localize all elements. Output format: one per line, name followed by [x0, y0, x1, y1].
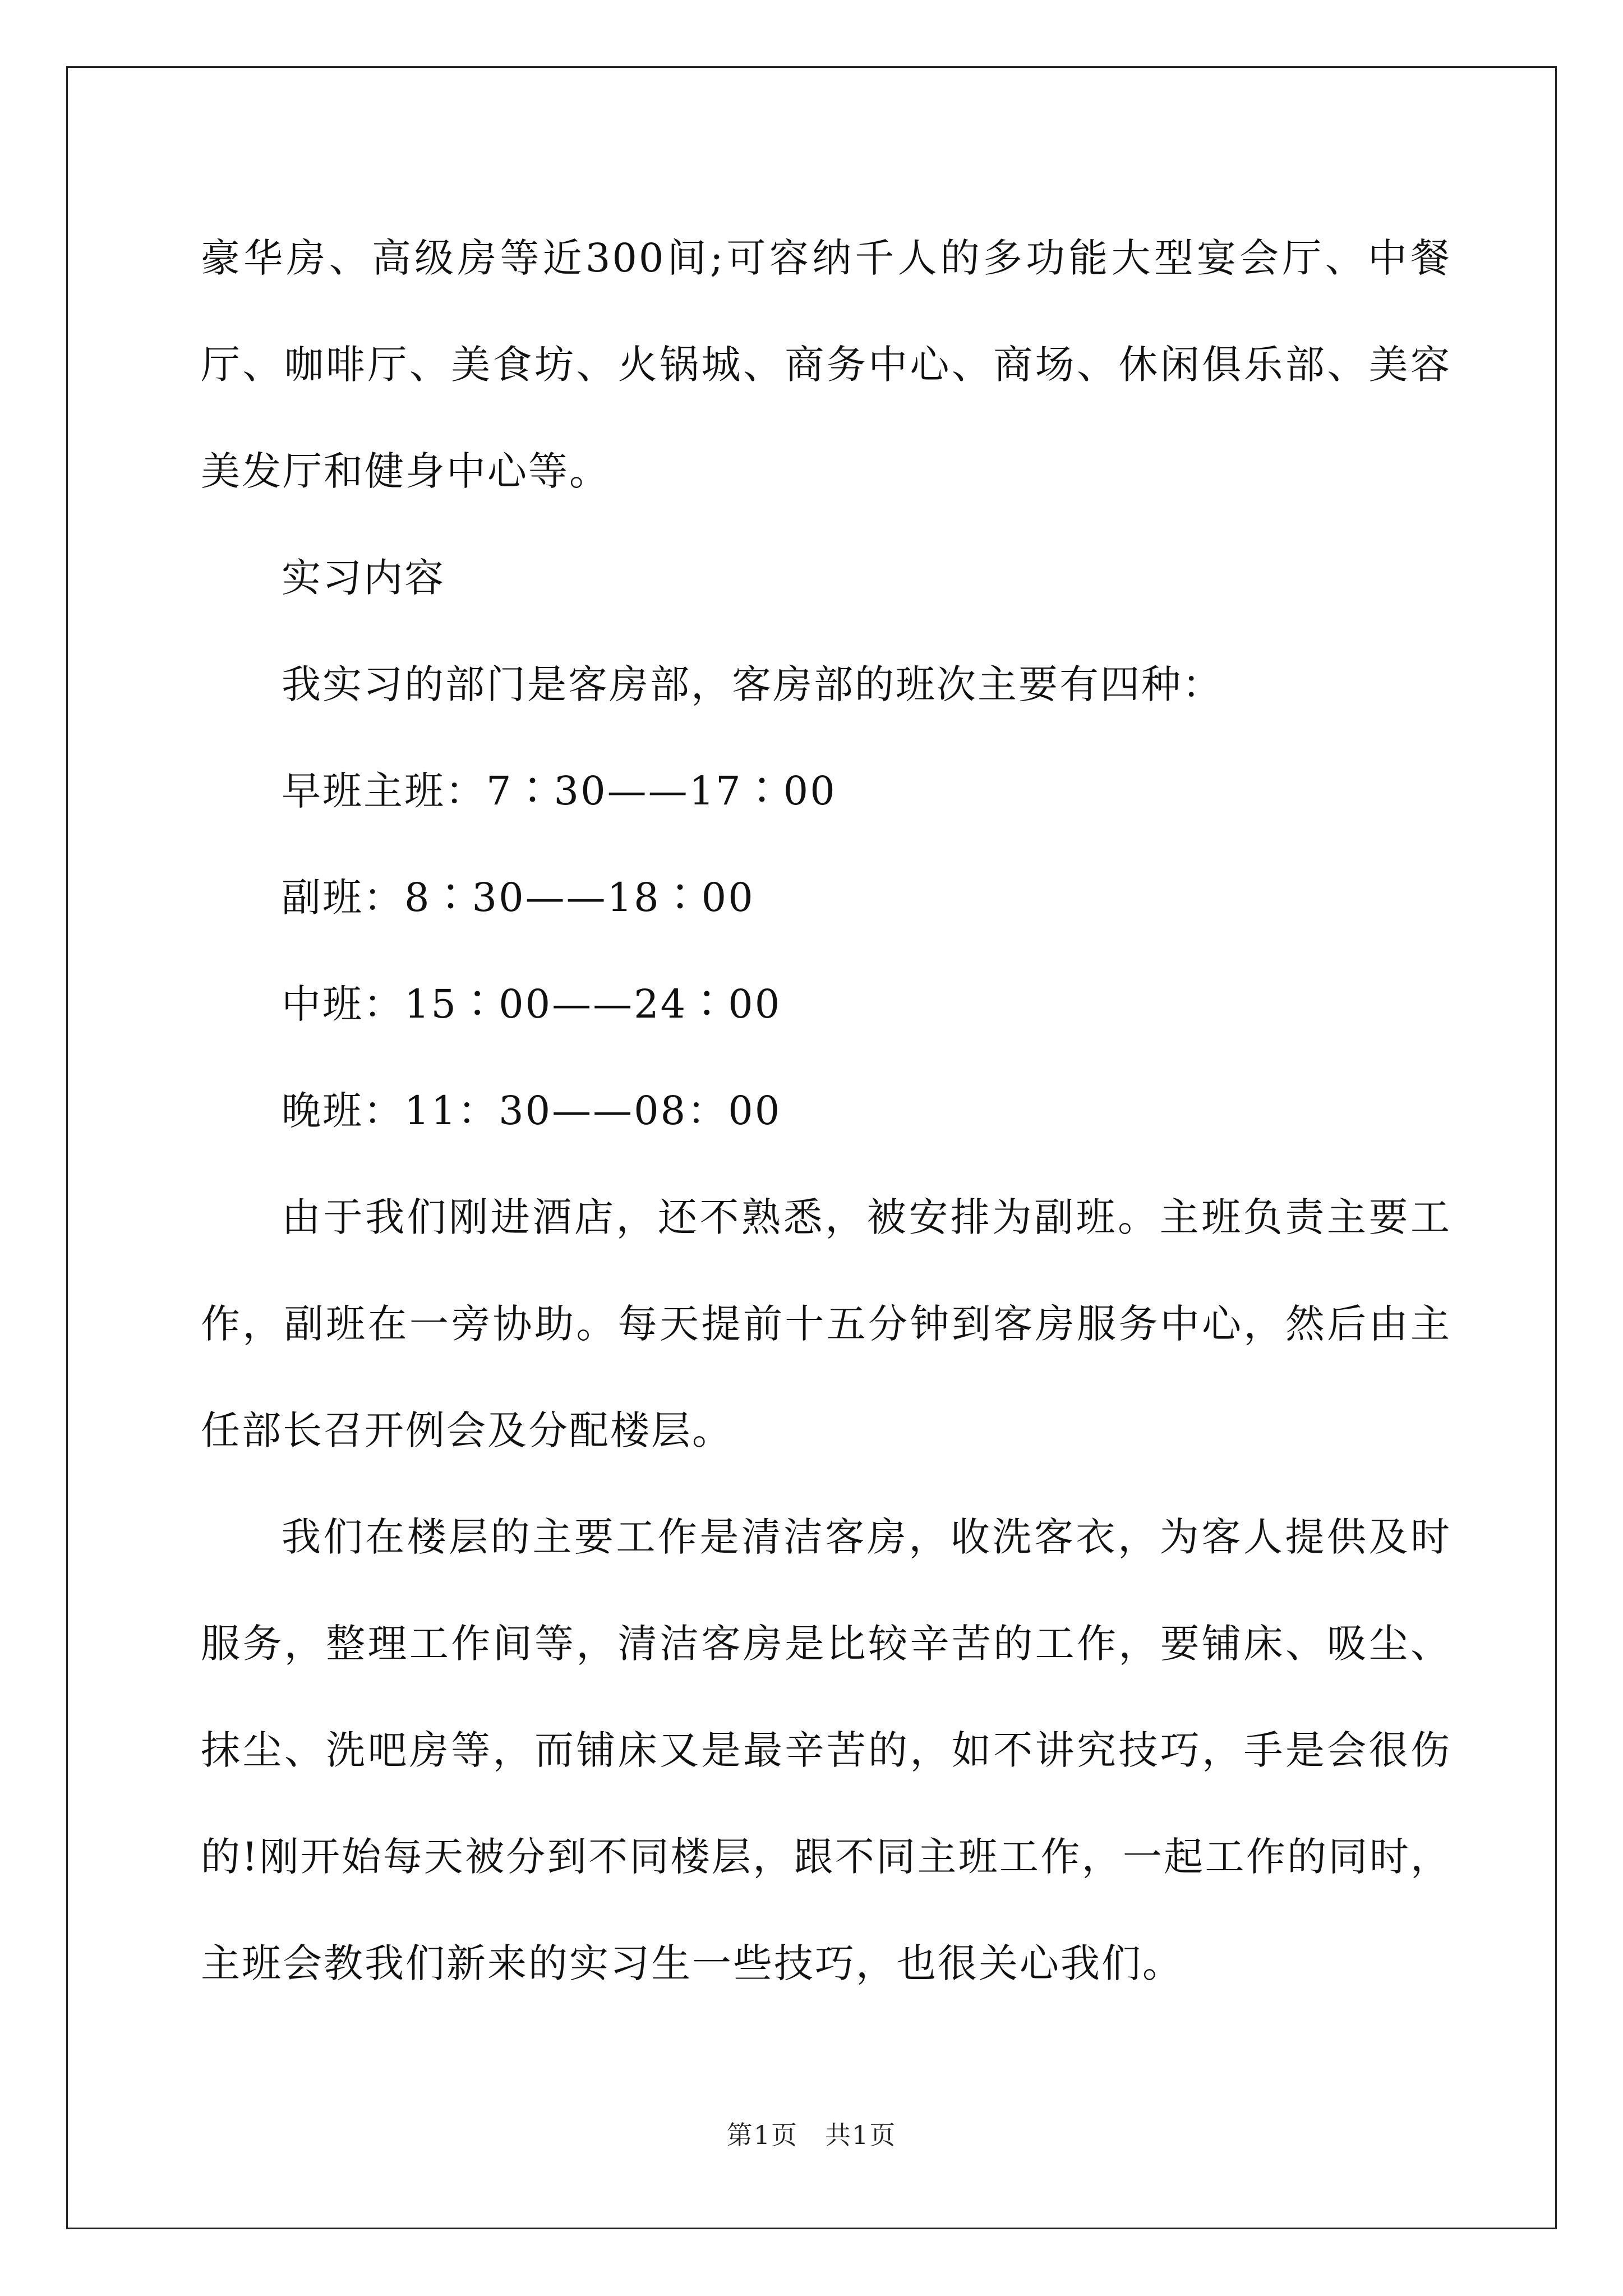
paragraph-floor-work: 我们在楼层的主要工作是清洁客房，收洗客衣，为客人提供及时服务，整理工作间等，清洁客房是比较辛苦的工作，要铺床、吸尘、抹尘、洗吧房等，而铺床又是最辛苦的，如不讲究技巧，手是会很伤的!刚开始每天被分到不同楼层，跟不同主班工作，一起工作的同时，主班会教我们新来的实习生一些技巧，也很关心我们。 — [201, 1514, 1451, 1986]
page-number-footer: 第1页 共1页 — [726, 2120, 897, 2150]
shift-line-early-main: 早班主班：7∶30——17∶00 — [282, 768, 837, 814]
paragraph-assignment: 由于我们刚进酒店，还不熟悉，被安排为副班。主班负责主要工作，副班在一旁协助。每天提前十五分钟到客房服务中心，然后由主任部长召开例会及分配楼层。 — [201, 1194, 1451, 1453]
shift-line-assistant: 副班：8∶30——18∶00 — [282, 875, 755, 921]
paragraph-shift-intro: 我实习的部门是客房部，客房部的班次主要有四种： — [282, 661, 1223, 707]
section-heading-internship-content: 实习内容 — [282, 555, 445, 601]
shift-line-night: 晚班：11：30——08：00 — [282, 1088, 782, 1134]
shift-line-middle: 中班：15∶00——24∶00 — [282, 981, 782, 1027]
paragraph-1: 豪华房、高级房等近300间;可容纳千人的多功能大型宴会厅、中餐厅、咖啡厅、美食坊、火锅城、商务中心、商场、休闲俱乐部、美容美发厅和健身中心等。 — [201, 235, 1451, 494]
document-body — [201, 205, 1451, 2017]
